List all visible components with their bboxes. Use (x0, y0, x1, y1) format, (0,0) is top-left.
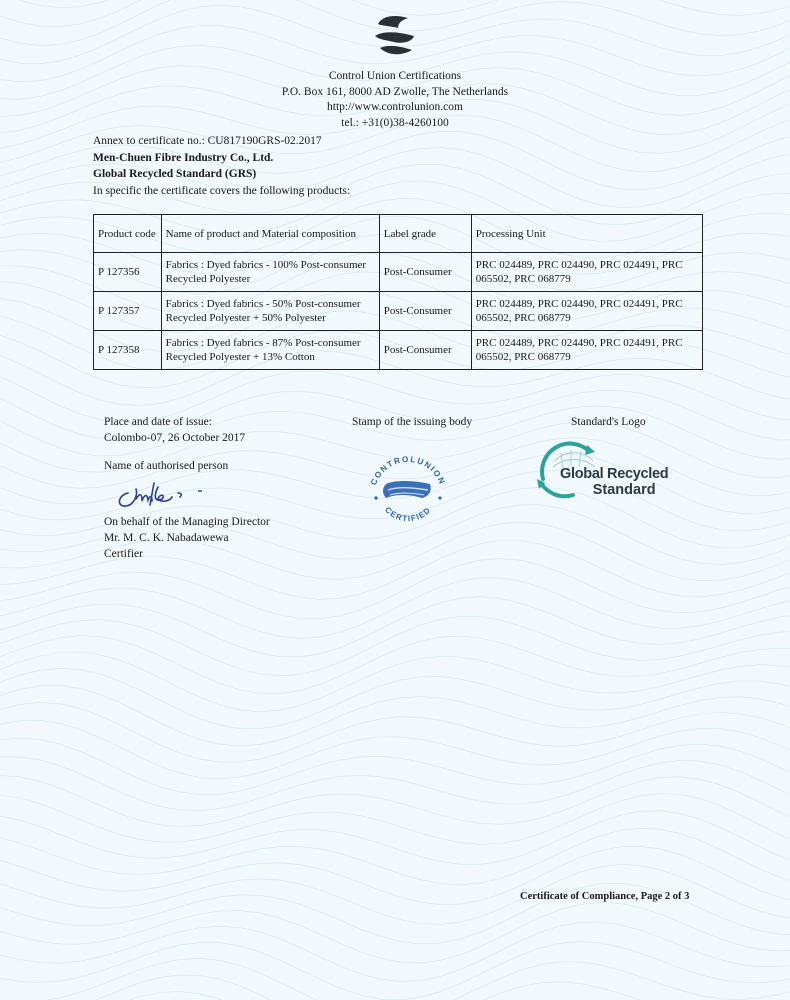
page-footer: Certificate of Compliance, Page 2 of 3 (520, 891, 690, 902)
signature-icon (114, 473, 214, 511)
stamp-label: Stamp of the issuing body (352, 416, 473, 428)
certifier-name: Mr. M. C. K. Nabadawewa (104, 532, 229, 544)
grs-logo-line2: Standard (592, 482, 656, 498)
svg-text:CERTIFIED (383, 505, 433, 523)
product-code: P 127356 (94, 253, 162, 292)
label-grade: Post-Consumer (379, 253, 471, 292)
product-name: Fabrics : Dyed fabrics - 50% Post-consumer Recycled Polyester + 50% Polyester (161, 292, 379, 331)
column-header: Name of product and Material composition (161, 215, 379, 253)
certifier-role: Certifier (104, 548, 143, 560)
column-header: Product code (94, 215, 162, 253)
processing-unit: PRC 024489, PRC 024490, PRC 024491, PRC 065502, PRC 068779 (471, 292, 702, 331)
label-grade: Post-Consumer (379, 292, 471, 331)
table-row (94, 331, 703, 370)
standard-name: Global Recycled Standard (GRS) (93, 168, 257, 180)
authorised-person-label: Name of authorised person (104, 460, 229, 472)
products-table (93, 214, 703, 370)
behalf-text: On behalf of the Managing Director (104, 516, 270, 528)
table-header-row (94, 215, 703, 253)
logo-label: Standard's Logo (571, 416, 646, 428)
table-row (94, 253, 703, 292)
processing-unit: PRC 024489, PRC 024490, PRC 024491, PRC 065502, PRC 068779 (471, 331, 702, 370)
issuer-address: P.O. Box 161, 8000 AD Zwolle, The Netherlands (281, 85, 509, 98)
issuer-name: Control Union Certifications (328, 70, 462, 82)
product-code: P 127358 (94, 331, 162, 370)
issuer-website[interactable]: http://www.controlunion.com (327, 101, 463, 113)
stamp-top-text: CONTROLUNION (368, 454, 448, 487)
product-name: Fabrics : Dyed fabrics - 87% Post-consumer Recycled Polyester + 13% Cotton (161, 331, 379, 370)
product-name: Fabrics : Dyed fabrics - 100% Post-consumer Recycled Polyester (161, 253, 379, 292)
intro-text: In specific the certificate covers the following products: (93, 184, 351, 197)
annex-number: Annex to certificate no.: CU817190GRS-02.2017 (93, 135, 322, 147)
issuer-phone: tel.: +31(0)38-4260100 (341, 116, 449, 129)
label-grade: Post-Consumer (379, 331, 471, 370)
product-code: P 127357 (94, 292, 162, 331)
issuer-header (195, 69, 595, 131)
place-date-label: Place and date of issue: (104, 416, 212, 428)
grs-logo-text (560, 466, 668, 498)
processing-unit: PRC 024489, PRC 024490, PRC 024491, PRC 065502, PRC 068779 (471, 253, 702, 292)
table-row (94, 292, 703, 331)
company-name: Men-Chuen Fibre Industry Co., Ltd. (93, 151, 274, 164)
control-union-logo-icon (372, 14, 418, 56)
column-header: Label grade (379, 215, 471, 253)
stamp-bottom-text: CERTIFIED (383, 505, 433, 524)
grs-logo-line1: Global Recycled (560, 466, 669, 482)
control-union-stamp-icon (362, 450, 454, 536)
place-date-value: Colombo-07, 26 October 2017 (104, 432, 246, 444)
intro-block (93, 133, 350, 199)
column-header: Processing Unit (471, 215, 702, 253)
